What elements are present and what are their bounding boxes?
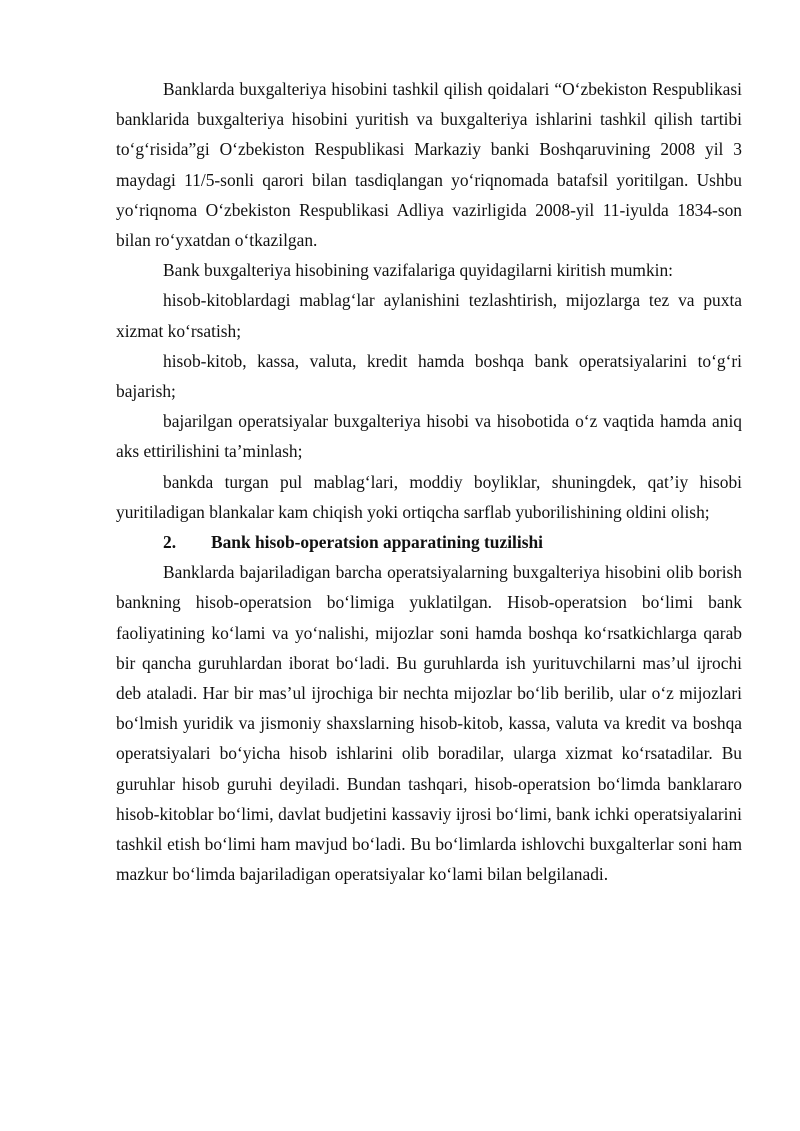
paragraph-section-body: Banklarda bajariladigan barcha operatsiyalarning buxgalteriya hisobini olib borish bankning hisob-operatsion bo‘limiga yuklatilgan. Hisob-operatsion bo‘limi bank faoliyatining ko‘lami va yo‘nalishi, mijozlar soni hamda boshqa ko‘rsatkichlarga qarab bir qancha guruhlardan iborat bo‘ladi. Bu guruhlarda ish yurituvchilarni mas’ul ijrochi deb ataladi. Har bir mas’ul ijrochiga bir nechta mijozlar bo‘lib berilib, ular o‘z mijozlari bo‘lmish yuridik va jismoniy shaxslarning hisob-kitob, kassa, valuta va kredit va boshqa operatsiyalari bo‘yicha hisob ishlarini olib boradilar, ularga xizmat ko‘rsatadilar. Bu guruhlar hisob guruhi deyiladi. Bundan tashqari, hisob-operatsion bo‘limda banklararo hisob-kitoblar bo‘limi, davlat budjetini kassaviy ijrosi bo‘limi, bank ichki operatsiyalarini tashkil etish bo‘limi ham mavjud bo‘ladi. Bu bo‘limlarda ishlovchi buxgalterlar soni ham mazkur bo‘limda bajariladigan operatsiyalar ko‘lami bilan belgilanadi.: [116, 562, 742, 885]
paragraph-task-item: bankda turgan pul mablag‘lari, moddiy boyliklar, shuningdek, qat’iy hisobi yuritiladigan blankalar kam chiqish yoki ortiqcha sarflab yuborilishining oldini olish;: [116, 471, 742, 522]
paragraph-task-item: bajarilgan operatsiyalar buxgalteriya hisobi va hisobotida o‘z vaqtida hamda aniq aks ettirilishini ta’minlash;: [116, 411, 742, 462]
section-title: Bank hisob-operatsion apparatining tuzilishi: [211, 532, 543, 553]
paragraph-task-item: hisob-kitob, kassa, valuta, kredit hamda boshqa bank operatsiyalarini to‘g‘ri bajarish;: [116, 350, 742, 402]
section-number: 2.: [163, 532, 177, 553]
document-page: [116, 74, 742, 889]
paragraph-rules-intro: Banklarda buxgalteriya hisobini tashkil qilish qoidalari “O‘zbekiston Respublikasi banklarida buxgalteriya hisobini yuritish va buxgalteriya ishlarini tashkil qilish tartibi to‘g‘risida”gi O‘zbekiston Respublikasi Markaziy banki Boshqaruvining 2008 yil 3 maydagi 11/5-sonli qarori bilan tasdiqlangan yo‘riqnomada batafsil yoritilgan. Ushbu yo‘riqnoma O‘zbekiston Respublikasi Adliya vazirligida 2008-yil 11-iyulda 1834-son bilan ro‘yxatdan o‘tkazilgan.: [116, 79, 742, 251]
paragraph-tasks-lead: Bank buxgalteriya hisobining vazifalariga quyidagilarni kiritish mumkin:: [163, 260, 674, 281]
section-heading: [116, 527, 742, 557]
paragraph-task-item: hisob-kitoblardagi mablag‘lar aylanishini tezlashtirish, mijozlarga tez va puxta xizmat ko‘rsatish;: [116, 290, 742, 341]
